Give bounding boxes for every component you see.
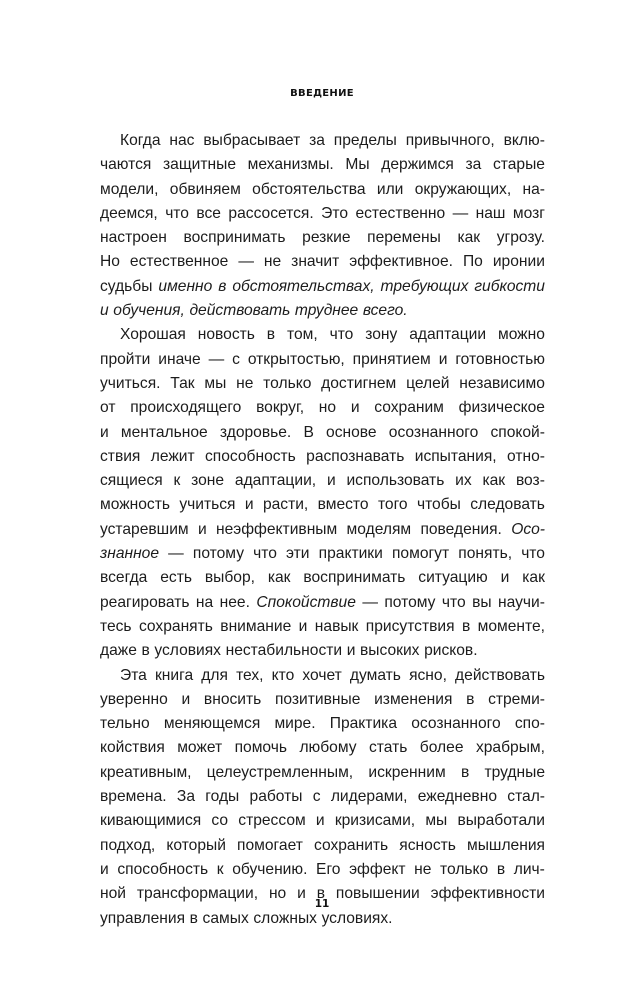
word: помогает (237, 836, 303, 854)
word: с (232, 350, 240, 368)
word: способность (117, 860, 209, 878)
word: лич- (513, 860, 545, 878)
word: знанное (100, 545, 160, 563)
word: годы (205, 788, 240, 806)
word: что (253, 545, 277, 563)
word: Это (321, 204, 348, 222)
word: что (521, 545, 545, 563)
word: Практика (329, 715, 397, 733)
text-line (100, 226, 545, 250)
word: помогут (391, 545, 450, 563)
word: осознанного (388, 423, 479, 441)
word: основе (326, 423, 377, 441)
word: готовностью (455, 350, 545, 368)
word: и (197, 520, 207, 538)
word: со (211, 812, 229, 830)
word: Его (316, 860, 341, 878)
word: всего. (362, 302, 408, 320)
word: учиться (179, 496, 236, 514)
word: самых (202, 909, 249, 927)
word: рисков. (424, 642, 478, 660)
word: того (377, 496, 408, 514)
word: и (350, 399, 360, 417)
word: неэффективным (215, 520, 338, 538)
word: от (100, 399, 116, 417)
word: сложных (253, 909, 317, 927)
word: но (318, 399, 337, 417)
word: всегда (100, 569, 148, 587)
word: новость (197, 326, 255, 344)
word: обучения, (113, 302, 185, 320)
word: Так (170, 374, 195, 392)
word: присутствия (365, 617, 455, 635)
word: в (460, 763, 470, 781)
word: зону (365, 326, 398, 344)
word: естественно (355, 204, 446, 222)
word: есть (160, 569, 192, 587)
word: деемся, (100, 204, 158, 222)
text-line (100, 275, 545, 299)
word: эффективное. (349, 253, 453, 271)
word: чаются (100, 156, 152, 174)
word: адаптации, (234, 472, 317, 490)
word: выбрасывает (203, 132, 301, 149)
word: койствия (100, 739, 165, 757)
word: и (438, 350, 448, 368)
word: устаревшим (100, 520, 189, 538)
word: вносить (203, 690, 262, 708)
text-line (100, 250, 545, 274)
word: ствия (100, 447, 141, 465)
word: с (312, 788, 321, 806)
word: не (236, 374, 254, 392)
text-line (100, 664, 545, 688)
word: искренним (368, 763, 446, 781)
word: в (141, 642, 150, 660)
word: или (376, 180, 404, 198)
text-line (100, 202, 545, 226)
word: за (309, 132, 325, 149)
text-line (100, 518, 545, 542)
word: спо- (514, 715, 545, 733)
word: и (346, 642, 356, 660)
word: держимся (381, 156, 454, 174)
word: что (165, 204, 189, 222)
word: кто (271, 666, 295, 684)
word: трансформации, (136, 885, 259, 903)
word: чтобы (416, 496, 461, 514)
word: стрессом (238, 812, 306, 830)
word: условиях. (321, 909, 393, 927)
word: следовать (470, 496, 545, 514)
paragraph (100, 129, 545, 323)
word: воспринимать (183, 229, 286, 247)
word: и (181, 690, 191, 708)
word: принятием (352, 350, 431, 368)
word: их (455, 472, 472, 490)
word: вклю- (503, 132, 545, 149)
text-line (100, 421, 545, 445)
word: потому (192, 545, 244, 563)
word: гибкости (474, 277, 545, 295)
word: мы (425, 812, 448, 830)
word: даже (100, 642, 137, 660)
word: обучению. (232, 860, 308, 878)
word: целей (406, 374, 450, 392)
text-line (100, 323, 545, 347)
word: сохранить (313, 836, 389, 854)
word: нестабильности (225, 642, 343, 660)
word: тесь (100, 617, 132, 635)
word: но (268, 885, 287, 903)
word: По (462, 253, 483, 271)
word: что (329, 326, 354, 344)
word: времена. (100, 788, 167, 806)
word: Хорошая (120, 326, 186, 344)
text-line (100, 348, 545, 372)
word: именно (158, 277, 213, 295)
word: независимо (459, 374, 545, 392)
word: книга (154, 666, 194, 684)
word: механизмы. (247, 156, 334, 174)
word: работы (249, 788, 303, 806)
word: достигнем (321, 374, 397, 392)
word: ной (100, 885, 126, 903)
word: к (173, 472, 181, 490)
word: потому (384, 593, 436, 611)
word: Мы (345, 156, 370, 174)
text-line (100, 445, 545, 469)
word: — (238, 253, 254, 271)
word: испытания, (414, 447, 497, 465)
word: За (176, 788, 195, 806)
word: иронии (492, 253, 545, 271)
word: меняющемся (163, 715, 261, 733)
word: В (303, 423, 314, 441)
word: и (100, 860, 109, 878)
word: — (168, 545, 184, 563)
word: старые (492, 156, 545, 174)
word: значит (291, 253, 340, 271)
word: повышении (335, 885, 420, 903)
text-line (100, 153, 545, 177)
word: и (100, 302, 109, 320)
text-line (100, 469, 545, 493)
text-line (100, 566, 545, 590)
word: более (419, 739, 464, 757)
word: в (466, 690, 475, 708)
body-text (100, 129, 545, 931)
word: креативным, (100, 763, 192, 781)
word: не (263, 253, 282, 271)
word: и (500, 569, 510, 587)
word: думать (349, 666, 401, 684)
word: к (216, 860, 224, 878)
text-line (100, 591, 545, 615)
word: помочь (234, 739, 288, 757)
word: обстоятельствах, (232, 277, 375, 295)
word: поведения. (420, 520, 502, 538)
word: Спокойствие (256, 593, 356, 611)
word: обвиняем (169, 180, 241, 198)
text-line (100, 299, 545, 323)
word: в (218, 277, 227, 295)
word: ситуацию (418, 569, 488, 587)
word: наш (475, 204, 506, 222)
word: и (244, 496, 254, 514)
word: Эта (120, 666, 147, 684)
word: естественное (129, 253, 229, 271)
word: мы (204, 374, 227, 392)
word: эффект (349, 860, 406, 878)
word: реагировать (100, 593, 190, 611)
word: сохраним (374, 399, 444, 417)
word: научи- (498, 593, 545, 611)
word: и (315, 812, 325, 830)
text-line (100, 129, 545, 153)
word: вокруг, (256, 399, 305, 417)
word: учиться. (100, 374, 161, 392)
text-line (100, 834, 545, 858)
word: нее. (219, 593, 250, 611)
word: Но (100, 253, 120, 271)
word: физическое (458, 399, 545, 417)
word: в (316, 885, 326, 903)
word: условиях (154, 642, 221, 660)
text-line (100, 858, 545, 882)
text-line (100, 712, 545, 736)
word: в (496, 860, 506, 878)
word: и (100, 423, 109, 441)
word: внимание (220, 617, 292, 635)
text-line (100, 907, 545, 931)
word: можность (100, 496, 170, 514)
word: распознавать (306, 447, 405, 465)
word: понять, (458, 545, 513, 563)
text-line (100, 178, 545, 202)
word: модели, (100, 180, 159, 198)
word: ежедневно (417, 788, 497, 806)
word: происходящего (130, 399, 242, 417)
word: иначе (158, 350, 201, 368)
word: сящиеся (100, 472, 163, 490)
word: хочет (302, 666, 342, 684)
text-line (100, 785, 545, 809)
word: мозг (512, 204, 545, 222)
paragraph (100, 664, 545, 931)
text-line (100, 809, 545, 833)
word: эффективности (430, 885, 545, 903)
word: который (166, 836, 226, 854)
word: защитные (163, 156, 237, 174)
word: изменения (374, 690, 453, 708)
word: способность (204, 447, 296, 465)
word: храбрым, (475, 739, 545, 757)
word: и (298, 617, 308, 635)
word: воз- (515, 472, 545, 490)
word: требующих (380, 277, 469, 295)
text-line (100, 736, 545, 760)
word: вместо (317, 496, 369, 514)
word: навык (314, 617, 359, 635)
text-line (100, 493, 545, 517)
word: лежит (150, 447, 195, 465)
word: и (297, 885, 306, 903)
word: за (465, 156, 482, 174)
word: выработали (457, 812, 545, 830)
word: открытостью, (247, 350, 345, 368)
word: в (266, 326, 276, 344)
word: мире. (274, 715, 316, 733)
word: пределы (333, 132, 397, 149)
word: уверенно (100, 690, 168, 708)
text-line (100, 542, 545, 566)
word: кризисами, (334, 812, 416, 830)
word: — (362, 593, 378, 611)
word: ясно, (409, 666, 447, 684)
word: адаптации (409, 326, 487, 344)
word: ясность (399, 836, 456, 854)
word: как (457, 229, 481, 247)
word: практики (318, 545, 383, 563)
word: что (441, 593, 466, 611)
word: на (195, 593, 214, 611)
word: целеустремленным, (206, 763, 354, 781)
page-number: 11 (314, 898, 330, 910)
word: действовать (455, 666, 545, 684)
word: стал- (507, 788, 545, 806)
word: как (482, 472, 506, 490)
word: ментальное (120, 423, 208, 441)
word: и (326, 472, 336, 490)
word: эти (286, 545, 310, 563)
word: окружающих, (414, 180, 512, 198)
word: лидерами, (330, 788, 408, 806)
word: стать (368, 739, 408, 757)
word: только (440, 860, 489, 878)
word: мышления (467, 836, 545, 854)
word: высоких (360, 642, 420, 660)
word: резкие (302, 229, 351, 247)
word: тельно (100, 715, 150, 733)
word: рассосется. (228, 204, 314, 222)
word: — (208, 350, 225, 368)
word: как (267, 569, 291, 587)
word: использовать (346, 472, 445, 490)
word: спокой- (490, 423, 545, 441)
word: труднее (294, 302, 359, 320)
word: может (177, 739, 223, 757)
word: Когда (120, 132, 161, 149)
word: для (201, 666, 228, 684)
word: не (414, 860, 432, 878)
word: судьбы (100, 277, 153, 295)
paragraph (100, 323, 545, 663)
word: здоровье. (219, 423, 292, 441)
word: зоне (191, 472, 225, 490)
word: любому (299, 739, 357, 757)
text-line (100, 372, 545, 396)
word: расти, (262, 496, 309, 514)
chapter-title: ВВЕДЕНИЕ (290, 88, 354, 99)
word: только (263, 374, 312, 392)
word: угрозу. (496, 229, 545, 247)
word: пройти (100, 350, 151, 368)
word: кивающимися (100, 812, 202, 830)
word: действовать (189, 302, 291, 320)
word: — (452, 204, 469, 222)
text-line (100, 761, 545, 785)
word: отно- (506, 447, 545, 465)
word: управления (100, 909, 186, 927)
word: воспринимать (303, 569, 406, 587)
word: тех, (236, 666, 264, 684)
word: Осо- (511, 520, 545, 538)
word: нас (169, 132, 195, 149)
word: на- (522, 180, 545, 198)
text-line (100, 639, 545, 663)
word: трудные (484, 763, 545, 781)
word: сохранять (138, 617, 213, 635)
word: моменте, (477, 617, 545, 635)
word: можно (497, 326, 545, 344)
word: моделям (346, 520, 412, 538)
word: осознанного (411, 715, 501, 733)
text-line (100, 396, 545, 420)
word: привычного, (405, 132, 495, 149)
word: перемены (367, 229, 441, 247)
word: выбор, (204, 569, 255, 587)
word: подход, (100, 836, 156, 854)
word: обстоятельства (252, 180, 366, 198)
word: настроен (100, 229, 167, 247)
word: вы (472, 593, 492, 611)
word: все (196, 204, 221, 222)
word: позитивные (274, 690, 361, 708)
word: стреми- (488, 690, 545, 708)
text-line (100, 615, 545, 639)
word: том, (286, 326, 318, 344)
word: как (522, 569, 545, 587)
text-line (100, 688, 545, 712)
word: в (189, 909, 198, 927)
word: в (461, 617, 471, 635)
